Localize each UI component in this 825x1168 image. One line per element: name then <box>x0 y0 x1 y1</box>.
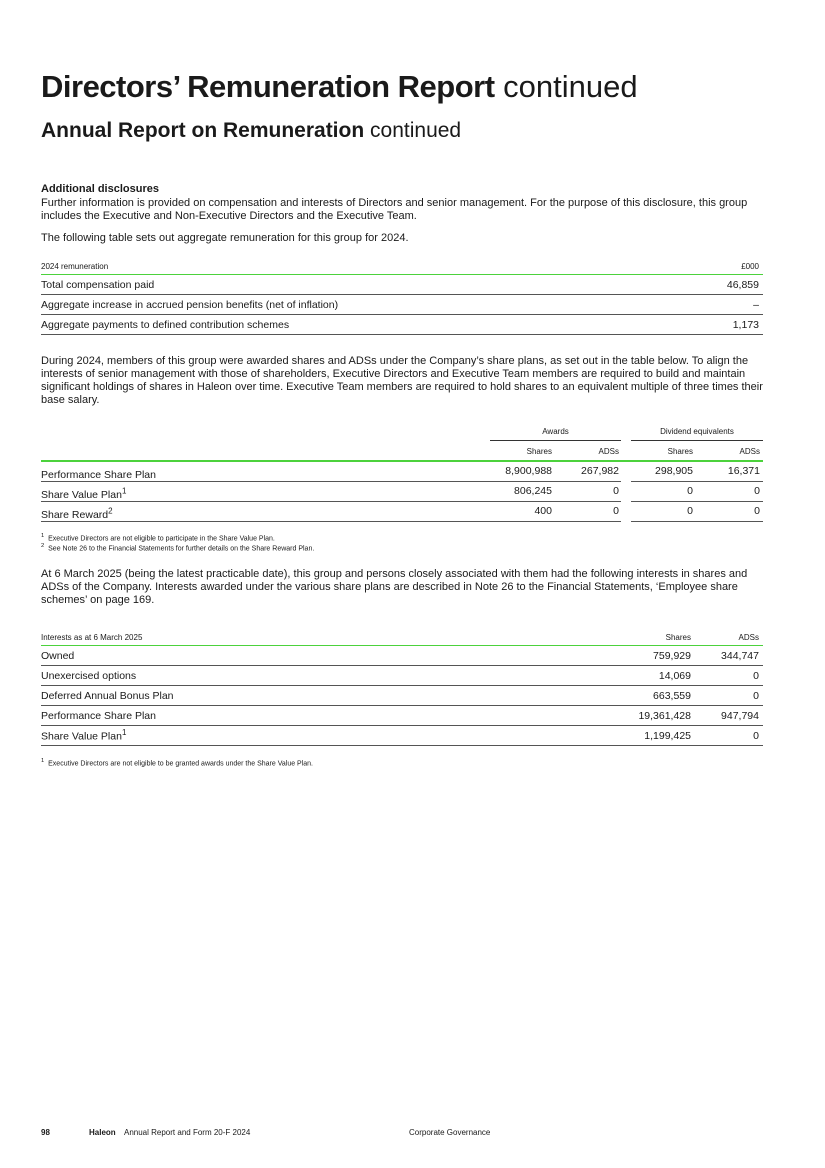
footnote: $^1$ Executive Directors are not eligible to participate in the Share Value Plan. <box>41 533 275 543</box>
row-adss: 0 <box>695 726 763 746</box>
divider <box>490 440 621 441</box>
footnote: $^1$ Executive Directors are not eligible to be granted awards under the Share Value Plan. <box>41 758 313 768</box>
row-shares: 14,069 <box>611 666 695 686</box>
header-rule <box>41 460 763 462</box>
row-shares: 759,929 <box>611 646 695 666</box>
table-row <box>41 275 763 295</box>
row-value: – <box>686 295 763 315</box>
row-adss: 344,747 <box>695 646 763 666</box>
divider <box>41 521 621 522</box>
row-adss: 0 <box>695 686 763 706</box>
divider <box>631 440 763 441</box>
row-label: Owned <box>41 646 611 666</box>
table-row <box>41 646 763 666</box>
dividend-adss: 0 <box>754 485 760 497</box>
dividends-group-header: Dividend equivalents <box>660 427 734 436</box>
page-title <box>41 68 638 106</box>
award-adss: 267,982 <box>581 465 619 477</box>
table-header-row <box>41 259 763 275</box>
table-row <box>41 464 763 482</box>
award-shares: 8,900,988 <box>505 465 552 477</box>
row-value: 1,173 <box>686 315 763 335</box>
header-label: Interests as at 6 March 2025 <box>41 630 611 646</box>
table-intro-paragraph: The following table sets out aggregate remuneration for this group for 2024. <box>41 232 409 244</box>
page-title-bold: Directors’ Remuneration Report <box>41 69 495 104</box>
award-adss: 0 <box>613 485 619 497</box>
header-unit: £000 <box>686 259 763 275</box>
row-adss: 947,794 <box>695 706 763 726</box>
row-label: Deferred Annual Bonus Plan <box>41 686 611 706</box>
col-header-adss: ADSs <box>739 447 760 456</box>
remuneration-table <box>41 259 763 335</box>
table-row <box>41 315 763 335</box>
row-shares: 19,361,428 <box>611 706 695 726</box>
table-row <box>41 504 763 522</box>
report-title: Annual Report and Form 20-F 2024 <box>124 1128 251 1137</box>
table-row <box>41 484 763 502</box>
awards-group-header: Awards <box>542 427 569 436</box>
table-row <box>41 295 763 315</box>
divider <box>631 481 763 482</box>
table-row <box>41 686 763 706</box>
section-heading: Additional disclosures <box>41 183 159 195</box>
row-shares: 1,199,425 <box>611 726 695 746</box>
row-label: Share Value Plan$^1$ <box>41 726 611 746</box>
page-subtitle <box>41 117 461 145</box>
col-header-adss: ADSs <box>695 630 763 646</box>
row-label: Total compensation paid <box>41 275 686 295</box>
table-row <box>41 706 763 726</box>
dividend-shares: 298,905 <box>655 465 693 477</box>
row-label: Aggregate increase in accrued pension benefits (net of inflation) <box>41 295 686 315</box>
intro-paragraph: Further information is provided on compensation and interests of Directors and senior management. For the purpose of this disclosure, this group includes the Executive and Non-Executive Directors and the Executive Team. <box>41 197 748 222</box>
dividend-adss: 16,371 <box>727 465 760 477</box>
row-label: Aggregate payments to defined contribution schemes <box>41 315 686 335</box>
page-subtitle-bold: Annual Report on Remuneration <box>41 119 365 142</box>
page-title-suffix: continued <box>503 69 638 104</box>
header-label: 2024 remuneration <box>41 259 686 275</box>
row-label: Unexercised options <box>41 666 611 686</box>
footnote: $^2$ See Note 26 to the Financial Statements for further details on the Share Reward Plan. <box>41 543 315 553</box>
divider <box>41 481 621 482</box>
dividend-shares: 0 <box>687 485 693 497</box>
row-adss: 0 <box>695 666 763 686</box>
row-label: Share Reward$^2$ <box>41 506 113 521</box>
table-row <box>41 666 763 686</box>
col-header-adss: ADSs <box>598 447 619 456</box>
interests-paragraph: At 6 March 2025 (being the latest practicable date), this group and persons closely associated with them had the following interests in shares and ADSs of the Company. Interests awarded under the various share plans are described in Note 26 to the Financial Statements, ‘Employee share schemes’ on page 169. <box>41 568 748 606</box>
awards-paragraph: During 2024, members of this group were awarded shares and ADSs under the Company’s share plans, as set out in the table below. To align the interests of senior management with those of shareholders, Executive Directors and Executive Team members are required to build and maintain significant holdings of shares in Haleon over time. Executive Team members are required to hold shares to an equivalent multiple of three times their base salary. <box>41 355 763 406</box>
divider <box>631 521 763 522</box>
row-label: Performance Share Plan <box>41 468 156 481</box>
col-header-shares: Shares <box>667 447 693 456</box>
row-label: Share Value Plan$^1$ <box>41 486 127 501</box>
divider <box>631 501 763 502</box>
table-header-row <box>41 630 763 646</box>
divider <box>41 501 621 502</box>
row-label: Performance Share Plan <box>41 706 611 726</box>
interests-table <box>41 630 763 746</box>
award-shares: 806,245 <box>514 485 552 497</box>
table-row <box>41 726 763 746</box>
dividend-adss: 0 <box>754 505 760 517</box>
award-adss: 0 <box>613 505 619 517</box>
brand-logo: Haleon <box>89 1128 116 1137</box>
page-subtitle-suffix: continued <box>370 119 462 142</box>
col-header-shares: Shares <box>526 447 552 456</box>
row-shares: 663,559 <box>611 686 695 706</box>
award-shares: 400 <box>534 505 552 517</box>
section-name: Corporate Governance <box>409 1128 491 1137</box>
col-header-shares: Shares <box>611 630 695 646</box>
dividend-shares: 0 <box>687 505 693 517</box>
page-number: 98 <box>41 1128 50 1137</box>
row-value: 46,859 <box>686 275 763 295</box>
